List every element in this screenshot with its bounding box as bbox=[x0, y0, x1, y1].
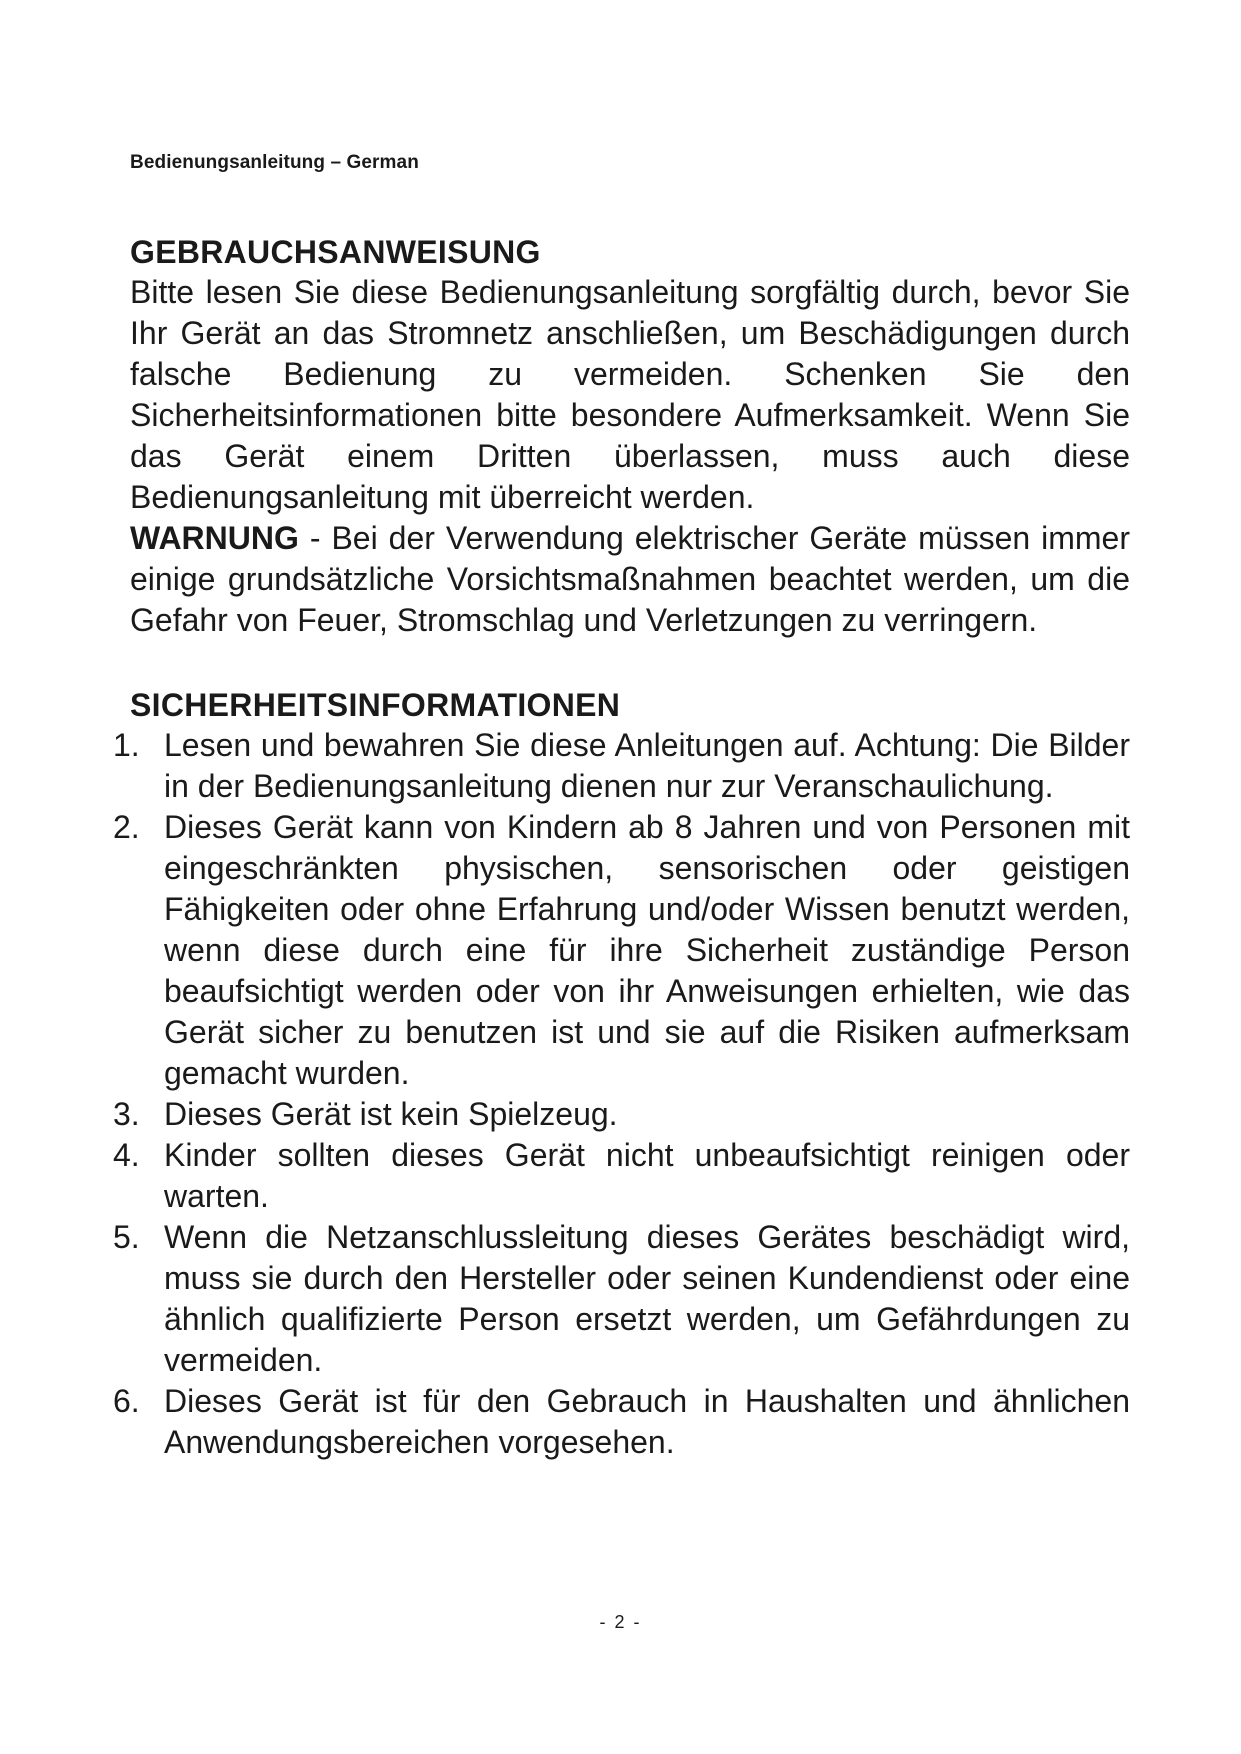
list-item-number: 1. bbox=[113, 727, 140, 763]
list-item-number: 3. bbox=[113, 1096, 140, 1132]
list-item-number: 5. bbox=[113, 1219, 140, 1255]
list-item-text: Kinder sollten dieses Gerät nicht unbeaufsichtigt reinigen oder warten. bbox=[164, 1137, 1130, 1214]
instructions-heading: GEBRAUCHSANWEISUNG bbox=[130, 234, 541, 270]
list-item-text: Dieses Gerät kann von Kindern ab 8 Jahren und von Personen mit eingeschränkten physischen, sensorischen oder geistigen Fähigkeiten oder ohne Erfahrung und/oder Wissen benutzt werden, wenn diese durch eine für ihre Sicherheit zuständige Person beaufsichtigt werden oder von ihr Anweisungen erhielten, wie das Gerät sicher zu benutzen ist und sie auf die Risiken aufmerksam gemacht wurden. bbox=[164, 809, 1130, 1091]
safety-list bbox=[113, 725, 1130, 1463]
list-item-text: Dieses Gerät ist für den Gebrauch in Haushalten und ähnlichen Anwendungsbereichen vorgesehen. bbox=[164, 1383, 1130, 1460]
list-item-number: 4. bbox=[113, 1137, 140, 1173]
warning-paragraph bbox=[130, 518, 1130, 641]
safety-heading: SICHERHEITSINFORMATIONEN bbox=[130, 687, 621, 723]
list-item-number: 2. bbox=[113, 809, 140, 845]
list-item bbox=[113, 1094, 1130, 1135]
page-number: - 2 - bbox=[599, 1612, 642, 1632]
list-item bbox=[113, 1217, 1130, 1381]
list-item bbox=[113, 1135, 1130, 1217]
main-content bbox=[113, 232, 1130, 1463]
section-spacer bbox=[130, 641, 1130, 685]
warning-label: WARNUNG bbox=[130, 520, 299, 556]
list-item bbox=[113, 725, 1130, 807]
list-item-text: Lesen und bewahren Sie diese Anleitungen auf. Achtung: Die Bilder in der Bedienungsanleitung dienen nur zur Veranschaulichung. bbox=[164, 727, 1130, 804]
warning-text: - Bei der Verwendung elektrischer Geräte müssen immer einige grundsätzliche Vorsichtsmaßnahmen beachtet werden, um die Gefahr von Feuer, Stromschlag und Verletzungen zu verringern. bbox=[130, 520, 1130, 638]
instructions-intro: Bitte lesen Sie diese Bedienungsanleitung sorgfältig durch, bevor Sie Ihr Gerät an das Stromnetz anschließen, um Beschädigungen durch falsche Bedienung zu vermeiden. Schenken Sie den Sicherheitsinformationen bitte besondere Aufmerksamkeit. Wenn Sie das Gerät einem Dritten überlassen, muss auch diese Bedienungsanleitung mit überreicht werden. bbox=[130, 274, 1130, 515]
list-item-number: 6. bbox=[113, 1383, 140, 1419]
list-item-text: Dieses Gerät ist kein Spielzeug. bbox=[164, 1096, 618, 1132]
document-header: Bedienungsanleitung – German bbox=[130, 152, 419, 173]
list-item bbox=[113, 807, 1130, 1094]
list-item bbox=[113, 1381, 1130, 1463]
list-item-text: Wenn die Netzanschlussleitung dieses Gerätes beschädigt wird, muss sie durch den Hersteller oder seinen Kundendienst oder eine ähnlich qualifizierte Person ersetzt werden, um Gefährdungen zu vermeiden. bbox=[164, 1219, 1130, 1378]
